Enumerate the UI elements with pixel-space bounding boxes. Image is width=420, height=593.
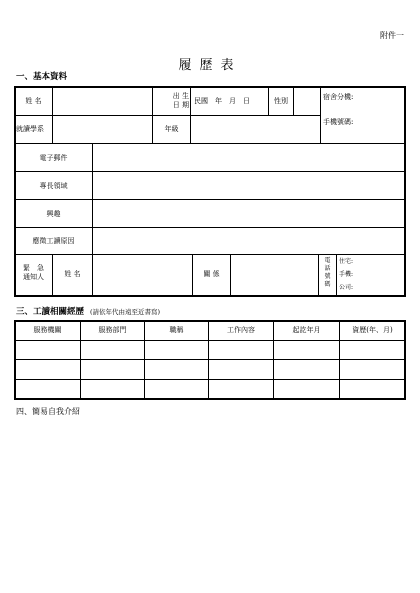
column-header-department: 服務部門	[98, 326, 127, 334]
section-experience-note: (請依年代由遠至近書寫)	[90, 308, 161, 316]
section-self-intro-heading: 四、簡易自我介紹	[16, 407, 80, 416]
home-phone-label: 住宅:	[339, 258, 354, 265]
experience-row[interactable]	[15, 360, 405, 379]
dob-field[interactable]: 民國 年 月 日	[194, 97, 250, 105]
experience-row[interactable]	[15, 380, 405, 399]
self-intro-area[interactable]	[16, 420, 406, 580]
expertise-field[interactable]	[93, 172, 405, 198]
column-header-title: 職稱	[169, 326, 184, 334]
gender-label: 性別	[274, 97, 288, 105]
mobile-label: 手機號碼:	[323, 118, 354, 126]
attachment-label: 附件一	[380, 31, 404, 40]
name-field[interactable]	[53, 88, 151, 114]
hobby-field[interactable]	[93, 200, 405, 226]
experience-row[interactable]	[15, 341, 405, 359]
grade-field[interactable]	[191, 116, 319, 142]
cell-phone-label: 手機:	[339, 271, 354, 278]
column-header-tenure: 資歷(年、月)	[352, 326, 393, 334]
grade-label: 年級	[164, 125, 179, 133]
column-header-organization: 服務機關	[33, 326, 62, 334]
hobby-label: 興趣	[46, 210, 61, 218]
expertise-label: 專長領域	[39, 182, 68, 190]
relation-label: 關 係	[203, 270, 220, 278]
emergency-name-label: 姓 名	[64, 270, 81, 278]
relation-field[interactable]	[231, 255, 317, 295]
section-basic-heading: 一、基本資料	[16, 72, 68, 82]
school-field[interactable]	[53, 116, 151, 142]
email-label: 電子郵件	[39, 154, 68, 162]
page-title: 履歷表	[178, 58, 242, 73]
reason-label: 應徵工讀原因	[32, 237, 75, 245]
email-field[interactable]	[93, 144, 405, 170]
section-experience-heading: 三、工讀相關經歷 (請依年代由遠至近書寫)	[16, 307, 161, 317]
dob-label: 出 生 日 期	[172, 92, 189, 109]
gender-field[interactable]	[294, 88, 319, 114]
phone-number-label: 電 話 號 碼	[324, 257, 331, 288]
dorm-extension-label: 宿舍分機:	[323, 93, 354, 101]
office-phone-label: 公司:	[339, 284, 354, 291]
name-label: 姓 名	[25, 97, 42, 105]
column-header-period: 起訖年月	[292, 326, 321, 334]
emergency-name-field[interactable]	[93, 255, 191, 295]
column-header-duties: 工作內容	[227, 326, 255, 334]
reason-field[interactable]	[93, 228, 405, 253]
emergency-contact-label: 緊 急 通知人	[23, 264, 44, 281]
school-label: 就讀學系	[16, 125, 44, 133]
